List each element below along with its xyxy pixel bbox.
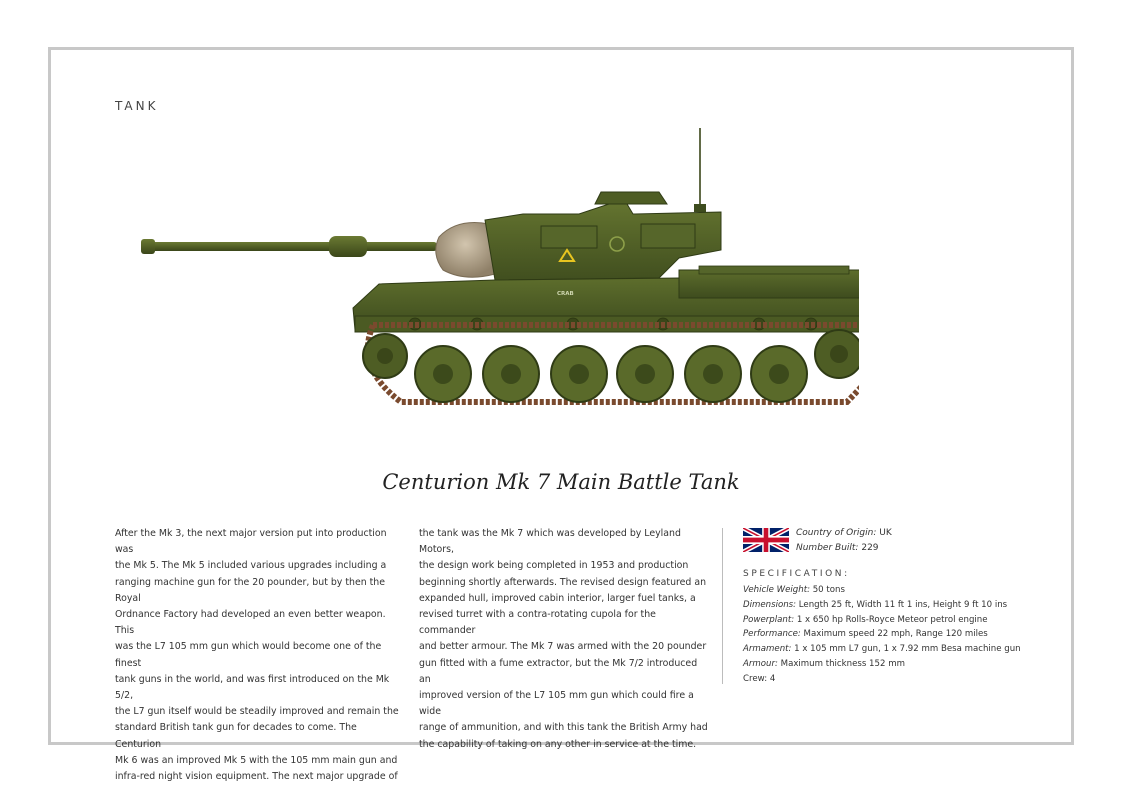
turret-cupola [595, 192, 667, 204]
turret-stowage-box [541, 226, 597, 248]
built-label: Number Built: [796, 543, 859, 553]
gun-barrel [147, 242, 437, 251]
sprocket-hub [830, 345, 848, 363]
spec-row [743, 613, 1063, 628]
spec-value: Maximum speed 22 mph, Range 120 miles [803, 629, 988, 640]
description-line: beginning shortly afterwards. The revised design featured an [419, 576, 707, 588]
description-line: the tank was the Mk 7 which was developed by Leyland Motors, [419, 528, 681, 556]
description-line: After the Mk 3, the next major version put into production was [115, 528, 387, 556]
description-line: Mk 6 was an improved Mk 5 with the 105 mm main gun and [115, 754, 398, 766]
description-column-1 [115, 526, 401, 785]
description-line: and better armour. The Mk 7 was armed with the 20 pounder [419, 641, 707, 653]
description-line: expanded hull, improved cabin interior, larger fuel tanks, a [419, 592, 696, 604]
hull-marking: CRAB [557, 291, 574, 297]
spec-row [743, 657, 1063, 672]
description-line: range of ammunition, and with this tank the British Army had [419, 722, 708, 734]
spec-value: 50 tons [812, 585, 845, 595]
description-line: the Mk 5. The Mk 5 included various upgrades including a [115, 560, 387, 572]
description-line: infra-red night vision equipment. The next major upgrade of [115, 771, 398, 783]
poster-frame [48, 47, 1074, 783]
country-label: Country of Origin: [796, 528, 877, 538]
description-line: improved version of the L7 105 mm gun which could fire a wide [419, 690, 694, 718]
category-label: TANK [115, 99, 159, 113]
column-divider [722, 528, 723, 684]
page-title: Centurion Mk 7 Main Battle Tank [382, 470, 740, 494]
spec-value: 1 x 650 hp Rolls-Royce Meteor petrol engine [796, 614, 988, 625]
antenna-base [694, 204, 706, 212]
description-line: revised turret with a contra-rotating cupola for the commander [419, 609, 656, 637]
specification-heading: SPECIFICATION: [743, 569, 850, 579]
origin-info [796, 526, 892, 556]
spec-label: Armament: [743, 644, 792, 655]
description-line: gun fitted with a fume extractor, but the Mk 7/2 introduced an [419, 657, 698, 685]
description-line: the design work being completed in 1953 and production [419, 560, 689, 572]
mantlet-cover [436, 223, 495, 278]
road-wheels [415, 346, 807, 402]
spec-label: Vehicle Weight: [743, 585, 810, 595]
description-column-2 [419, 526, 709, 753]
specification-list [743, 583, 1063, 687]
spec-value: Crew: 4 [743, 673, 776, 684]
spec-label: Dimensions: [743, 599, 797, 610]
built-value: 229 [861, 543, 879, 553]
description-line: the L7 gun itself would be steadily improved and remain the [115, 706, 399, 718]
spec-row [743, 598, 1063, 613]
spec-label: Powerplant: [743, 614, 795, 625]
tank-illustration [139, 120, 859, 410]
spec-value: 1 x 105 mm L7 gun, 1 x 7.92 mm Besa machine gun [794, 644, 1021, 655]
muzzle [141, 239, 155, 254]
idler-hub [377, 348, 393, 364]
description-line: standard British tank gun for decades to come. The Centurion [115, 722, 357, 750]
uk-flag-icon [743, 528, 789, 552]
description-line: ranging machine gun for the 20 pounder, but by then the Royal [115, 576, 386, 604]
country-of-origin [796, 526, 892, 541]
description-line: the capability of taking on any other in service at the time. [419, 738, 697, 750]
spec-value: Length 25 ft, Width 11 ft 1 ins, Height 9 ft 10 ins [798, 599, 1008, 610]
country-value: UK [879, 528, 892, 538]
rear-stowage [699, 266, 849, 274]
description-line: was the L7 105 mm gun which would become one of the finest [115, 641, 382, 669]
description-line: tank guns in the world, and was first introduced on the Mk 5/2, [115, 673, 390, 702]
spec-value: Maximum thickness 152 mm [780, 658, 905, 669]
spec-label: Armour: [743, 658, 778, 669]
spec-row [743, 627, 1063, 642]
number-built [796, 541, 892, 556]
turret-stowage-box [641, 224, 695, 248]
spec-label: Performance: [743, 629, 801, 640]
fume-extractor [329, 236, 367, 257]
spec-row [743, 583, 1063, 598]
description-line: Ordnance Factory had developed an even better weapon. This [115, 609, 386, 637]
spec-row [743, 642, 1063, 657]
spec-row [743, 672, 1063, 687]
